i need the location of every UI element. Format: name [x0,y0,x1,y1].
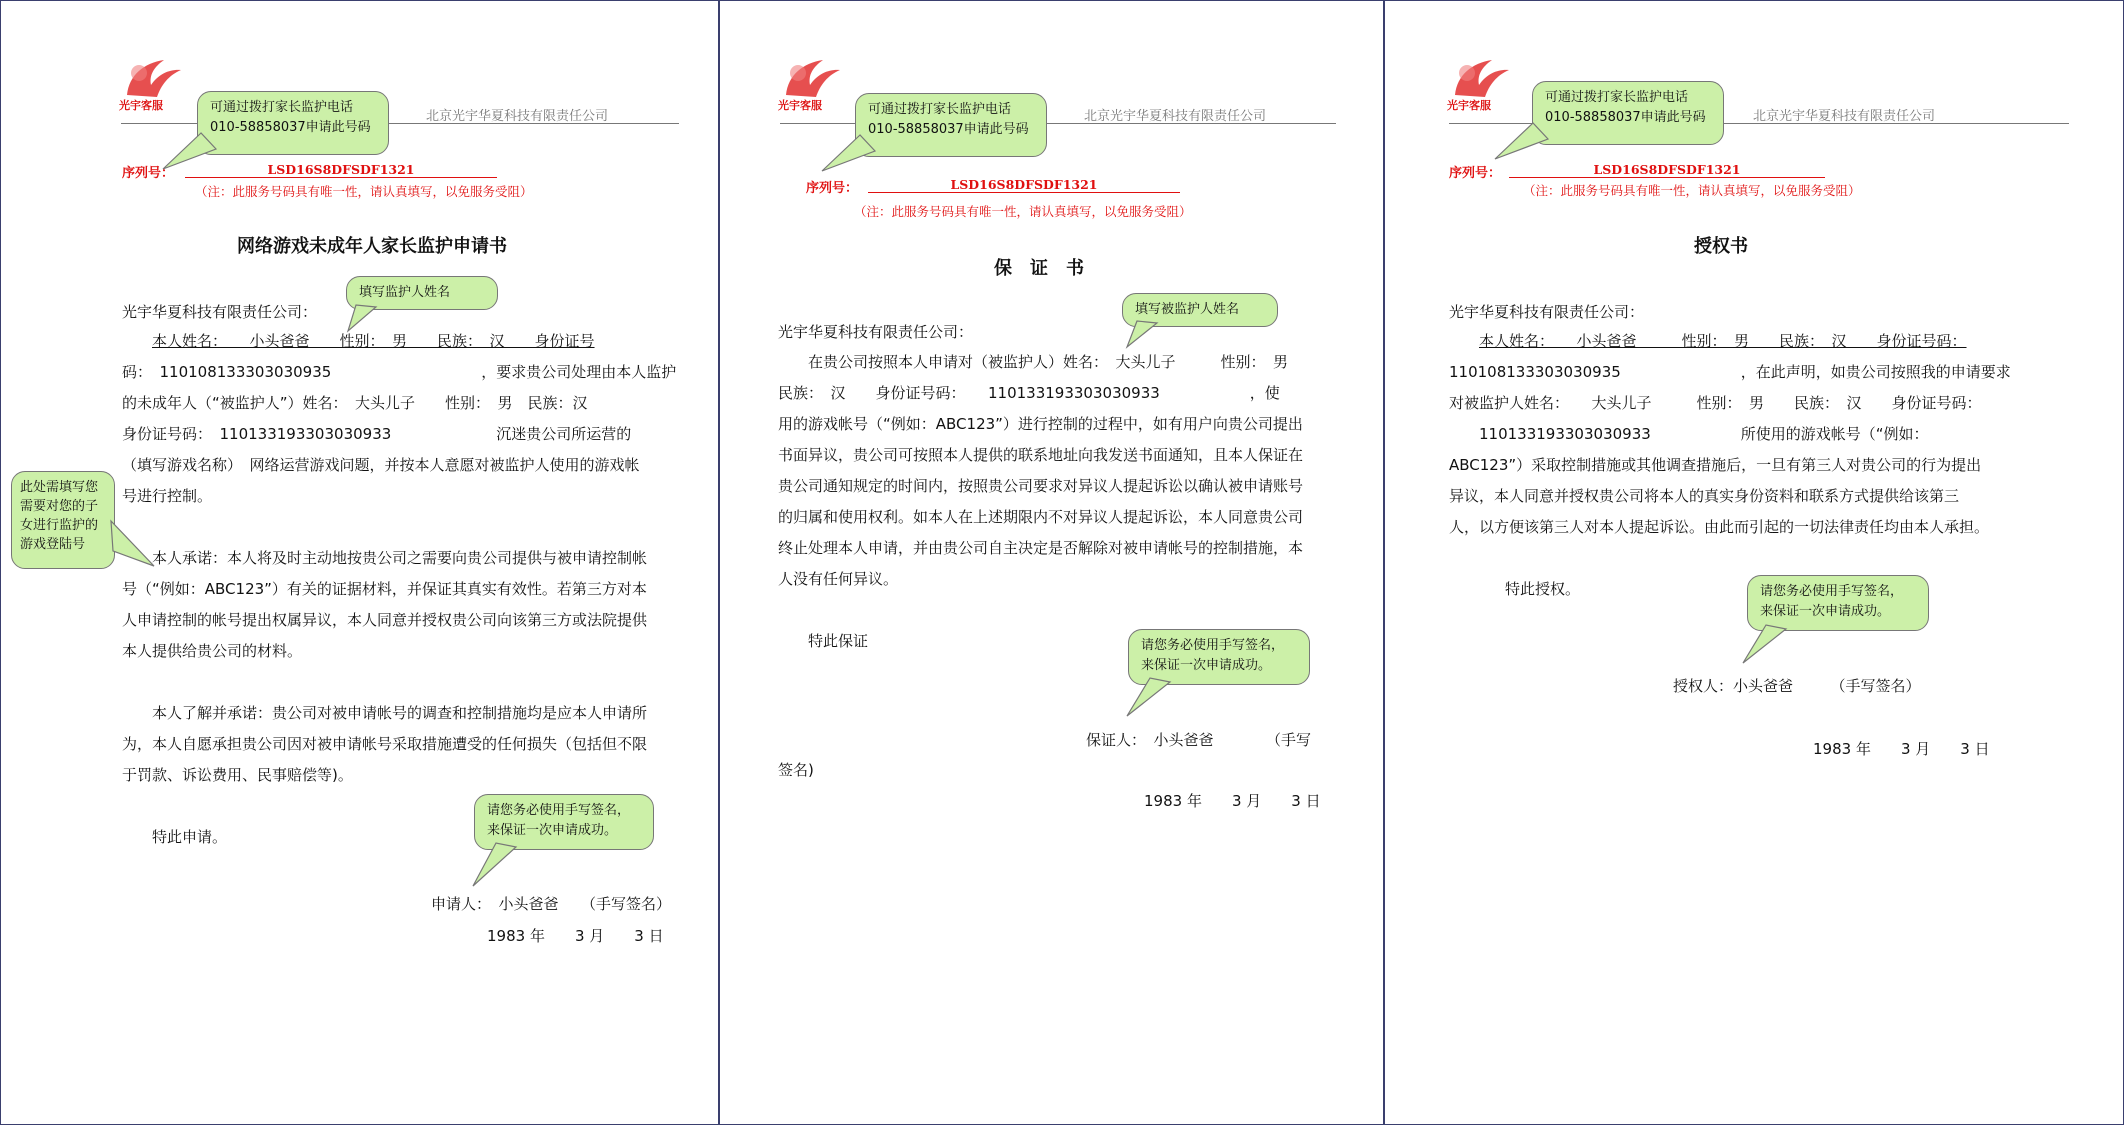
body-line: 异议，本人同意并授权贵公司将本人的真实身份资料和联系方式提供给该第三 [1449,487,1960,505]
body-line: 人，以方便该第三人对本人提起诉讼。由此而引起的一切法律责任均由本人承担。 [1449,518,1990,536]
applicant-signature[interactable]: 申请人： 小头爸爸 （手写签名） [431,895,672,913]
body-line[interactable]: 身份证号码： 110133193303030933 沉迷贵公司所运营的 [122,425,632,443]
phone-bubble [855,93,1047,157]
body-line: 为，本人自愿承担贵公司因对被申请帐号采取措施遭受的任何损失（包括但不限 [122,735,648,753]
bird-logo-icon [1447,55,1517,100]
phone-bubble [1532,81,1724,145]
body-gap [1449,543,2069,574]
body-line: 号进行控制。 [122,487,213,505]
body-line: 号（“例如：ABC123”）有关的证据材料，并保证其真实有效性。若第三方对本 [122,580,647,598]
company-header: 北京光宇华夏科技有限责任公司 [1753,109,1936,124]
bubble-line: 女进行监护的 [20,518,99,533]
body-line[interactable]: 的未成年人（“被监护人”）姓名： 大头儿子 性别： 男 民族：汉 [122,394,588,412]
bubble-line: 010-58858037申请此号码 [1545,110,1706,125]
bubble-line: 需要对您的子 [20,499,99,514]
bird-logo-icon [119,55,189,100]
company-logo [1447,55,1517,115]
logo-brand: 光宇客服 [778,99,822,112]
page-application [0,0,719,1125]
serial-note: （注：此服务号码具有唯一性，请认真填写，以免服务受阻） [1523,183,1861,198]
serial-note: （注：此服务号码具有唯一性，请认真填写，以免服务受阻） [195,184,533,199]
serial-label: 序列号： [1449,166,1502,181]
bubble-line: 来保证一次申请成功。 [1141,658,1272,673]
body-line[interactable]: 对被监护人姓名： 大头儿子 性别： 男 民族： 汉 身份证号码： [1449,394,1982,412]
document-title: 授权书 [1694,236,1748,257]
bubble-line: 来保证一次申请成功。 [487,823,618,838]
bubble-line: 可通过拨打家长监护电话 [210,100,354,115]
phone-bubble [197,91,389,155]
guarantee-body [778,347,1334,657]
company-header: 北京光宇华夏科技有限责任公司 [426,109,609,124]
authorization-body [1449,326,2069,605]
bubble-line: 可通过拨打家长监护电话 [868,102,1012,117]
bubble-line: 此处需填写您 [20,480,99,495]
page-authorization [1384,0,2124,1125]
company-header: 北京光宇华夏科技有限责任公司 [1084,109,1267,124]
body-line: 本人承诺：本人将及时主动地按贵公司之需要向贵公司提供与被申请控制帐 [152,549,648,567]
body-line: 人没有任何异议。 [778,570,899,588]
bubble-tail [1125,319,1165,349]
authorization-date[interactable]: 1983 年 3 月 3 日 [1813,740,1990,758]
body-line: ABC123”）采取控制措施或其他调查措施后，一旦有第三人对贵公司的行为提出 [1449,456,1982,474]
bubble-line: 来保证一次申请成功。 [1760,604,1891,619]
body-line[interactable]: 码： 110108133303030935 ，要求贵公司处理由本人监护 [122,363,677,381]
serial-number[interactable]: LSD16S8DFSDF1321 [868,177,1180,193]
page-guarantee [719,0,1384,1125]
body-line: 终止处理本人申请，并由贵公司自主决定是否解除对被申请帐号的控制措施，本 [778,539,1304,557]
guarantee-date[interactable]: 1983 年 3 月 3 日 [1144,792,1321,810]
document-title: 保 证 书 [994,258,1084,279]
addressee: 光宇华夏科技有限责任公司： [1449,303,1645,321]
bubble-tail [1125,676,1175,721]
body-gap [122,667,678,698]
body-line: 人申请控制的帐号提出权属异议，本人同意并授权贵公司向该第三方或法院提供 [122,611,648,629]
bubble-line: 填写被监护人姓名 [1135,302,1240,317]
body-line: 特此保证 [808,632,869,650]
body-line[interactable]: 110133193303030933 所使用的游戏帐号（“例如： [1449,425,1929,443]
body-line: 书面异议，贵公司可按照本人提供的联系地址向我发送书面通知，且本人保证在 [778,446,1304,464]
body-line: 特此申请。 [152,828,228,846]
bubble-line: 请您务必使用手写签名， [1141,638,1285,653]
body-line[interactable]: （填写游戏名称） 网络运营游戏问题，并按本人意愿对被监护人使用的游戏帐 [122,456,640,474]
bubble-line: 010-58858037申请此号码 [868,122,1029,137]
bubble-line: 请您务必使用手写签名， [487,803,631,818]
bird-logo-icon [778,55,848,100]
body-line: 用的游戏帐号（“例如：ABC123”）进行控制的过程中，如有用户向贵公司提出 [778,415,1303,433]
body-gap [778,595,1334,626]
body-line: 的归属和使用权利。如本人在上述期限内不对异议人提起诉讼，本人同意贵公司 [778,508,1304,526]
body-line[interactable]: 民族： 汉 身份证号码： 110133193303030933 ，使 [778,384,1280,402]
document-title: 网络游戏未成年人家长监护申请书 [237,236,507,257]
bubble-tail [1741,623,1791,668]
bubble-line: 010-58858037申请此号码 [210,120,371,135]
body-line[interactable]: 本人姓名： 小头爸爸 性别： 男 民族： 汉 身份证号 [152,332,595,350]
body-line: 于罚款、诉讼费用、民事赔偿等)。 [122,766,353,784]
authorizer-signature[interactable]: 授权人：小头爸爸 （手写签名） [1673,677,1921,695]
bubble-line: 请您务必使用手写签名， [1760,584,1904,599]
body-line: 贵公司通知规定的时间内，按照贵公司要求对异议人提起诉讼以确认被申请账号 [778,477,1304,495]
bubble-line: 可通过拨打家长监护电话 [1545,90,1689,105]
serial-number[interactable]: LSD16S8DFSDF1321 [185,162,497,178]
guarantor-signature[interactable]: 保证人： 小头爸爸 （手写 [1086,731,1312,749]
bubble-tail [820,133,880,173]
body-line: 本人提供给贵公司的材料。 [122,642,303,660]
logo-brand: 光宇客服 [119,99,163,112]
body-gap [122,512,678,543]
body-line[interactable]: 本人姓名： 小头爸爸 性别： 男 民族： 汉 身份证号码： [1479,332,1967,350]
bubble-line: 填写监护人姓名 [359,285,451,300]
logo-brand: 光宇客服 [1447,99,1491,112]
bubble-tail [1493,121,1553,161]
serial-label: 序列号： [122,166,175,181]
application-body [122,326,678,853]
body-line[interactable]: 在贵公司按照本人申请对（被监护人）姓名： 大头儿子 性别： 男 [808,353,1289,371]
company-logo [778,55,848,115]
account-note-bubble [11,471,115,569]
serial-label: 序列号： [806,181,859,196]
application-date[interactable]: 1983 年 3 月 3 日 [487,927,664,945]
body-line: 本人了解并承诺：贵公司对被申请帐号的调查和控制措施均是应本人申请所 [152,704,648,722]
bubble-line: 游戏登陆号 [20,537,86,552]
bubble-tail [109,501,159,571]
company-logo [119,55,189,115]
body-line[interactable]: 110108133303030935 ，在此声明，如贵公司按照我的申请要求 [1449,363,2011,381]
addressee: 光宇华夏科技有限责任公司： [778,323,974,341]
body-line: 特此授权。 [1505,580,1581,598]
guarantor-signature-cont: 签名) [778,761,814,779]
serial-number[interactable]: LSD16S8DFSDF1321 [1509,162,1825,178]
serial-note: （注：此服务号码具有唯一性，请认真填写，以免服务受阻） [854,204,1192,219]
addressee: 光宇华夏科技有限责任公司： [122,303,318,321]
bubble-tail [471,841,521,891]
